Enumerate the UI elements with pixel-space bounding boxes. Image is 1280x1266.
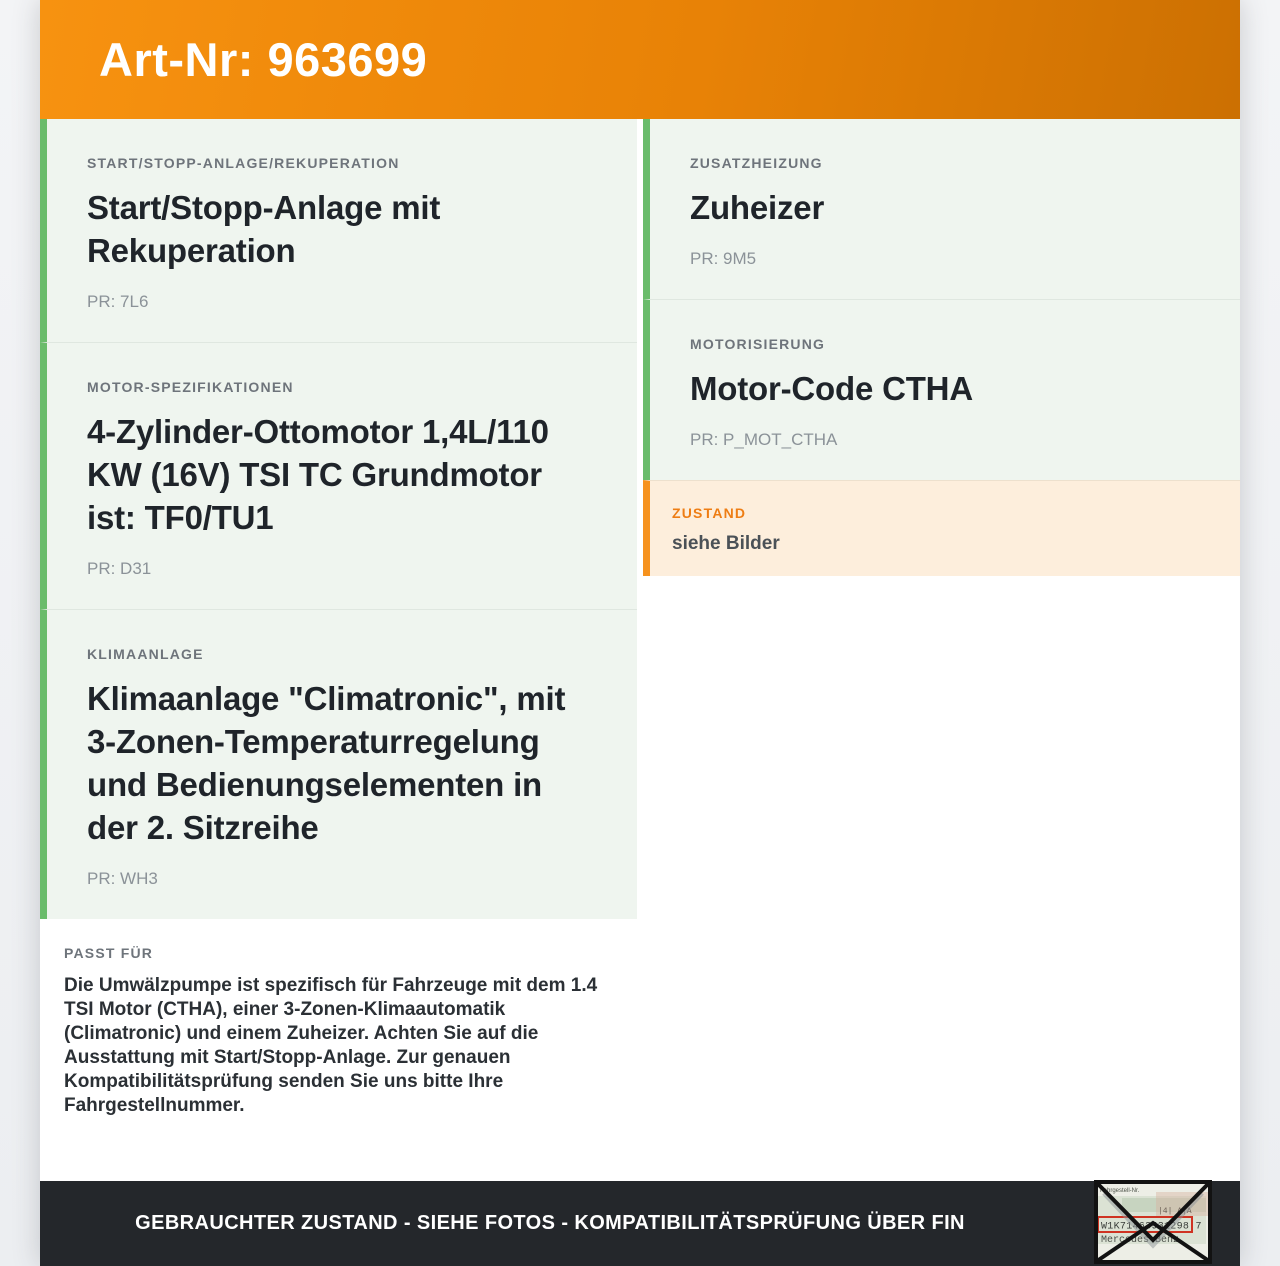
card-pr-code: PR: D31 bbox=[87, 559, 152, 578]
fit-description: Die Umwälzpumpe ist spezifisch für Fahrzeuge mit dem 1.4 TSI Motor (CTHA), einer 3-Zonen-Klimaautomatik (Climatronic) und einem Zuheizer. Achten Sie auf die Ausstattung mit Start/Stopp-Anlage. Zur genauen Kompatibilitätsprüfung senden Sie uns bitte Ihre Fahrgestellnummer. bbox=[64, 975, 598, 1116]
card-title: Start/Stopp-Anlage mit Rekuperation bbox=[87, 189, 441, 269]
feature-card-start-stopp bbox=[40, 119, 637, 342]
footer-note: GEBRAUCHTER ZUSTAND - SIEHE FOTOS - KOMPATIBILITÄTSPRÜFUNG ÜBER FIN bbox=[135, 1212, 965, 1234]
doc-field-code-text: |4| A|A bbox=[1158, 1207, 1192, 1216]
card-pr-code: PR: WH3 bbox=[87, 869, 158, 888]
card-pr-code: PR: 9M5 bbox=[690, 249, 757, 268]
vin-text: W1K71463J31298 7 bbox=[1101, 1221, 1202, 1233]
right-column bbox=[643, 119, 1240, 1181]
brand-text: Mercedes-Benz bbox=[1101, 1235, 1180, 1246]
feature-card-motor-spezifikationen bbox=[40, 342, 637, 609]
product-page bbox=[40, 0, 1240, 1266]
card-title: 4-Zylinder-Ottomotor 1,4L/110 KW (16V) TSI TC Grundmotor ist: TF0/TU1 bbox=[87, 413, 549, 536]
page-header bbox=[40, 0, 1240, 119]
fit-label: PASST FÜR bbox=[64, 945, 154, 961]
card-title: Motor-Code CTHA bbox=[690, 370, 973, 407]
feature-card-klimaanlage bbox=[40, 609, 637, 919]
card-pr-code: PR: 7L6 bbox=[87, 292, 149, 311]
card-pr-code: PR: P_MOT_CTHA bbox=[690, 430, 838, 449]
content-columns bbox=[40, 119, 1240, 1181]
card-title: Klimaanlage "Climatronic", mit 3-Zonen-Temperaturregelung und Bedienungselementen in der 2. Sitzreihe bbox=[87, 680, 566, 846]
condition-label: ZUSTAND bbox=[672, 505, 747, 521]
condition-value: siehe Bilder bbox=[672, 533, 780, 554]
card-label: KLIMAANLAGE bbox=[87, 646, 204, 662]
feature-card-zusatzheizung bbox=[643, 119, 1240, 299]
card-label: MOTOR-SPEZIFIKATIONEN bbox=[87, 379, 294, 395]
doc-label-text: Fahrgestell-Nr. bbox=[1100, 1188, 1140, 1194]
article-number-title: Art-Nr: 963699 bbox=[99, 33, 428, 86]
card-title: Zuheizer bbox=[690, 189, 825, 226]
left-column bbox=[40, 119, 637, 1181]
feature-card-motorisierung bbox=[643, 299, 1240, 480]
card-label: MOTORISIERUNG bbox=[690, 336, 826, 352]
footer-bar bbox=[40, 1181, 1240, 1266]
condition-card bbox=[643, 480, 1240, 576]
card-label: START/STOPP-ANLAGE/REKUPERATION bbox=[87, 155, 400, 171]
registration-document-envelope-image bbox=[1094, 1180, 1212, 1264]
fit-card bbox=[40, 919, 637, 1181]
right-column-filler bbox=[643, 576, 1240, 1181]
card-label: ZUSATZHEIZUNG bbox=[690, 155, 823, 171]
